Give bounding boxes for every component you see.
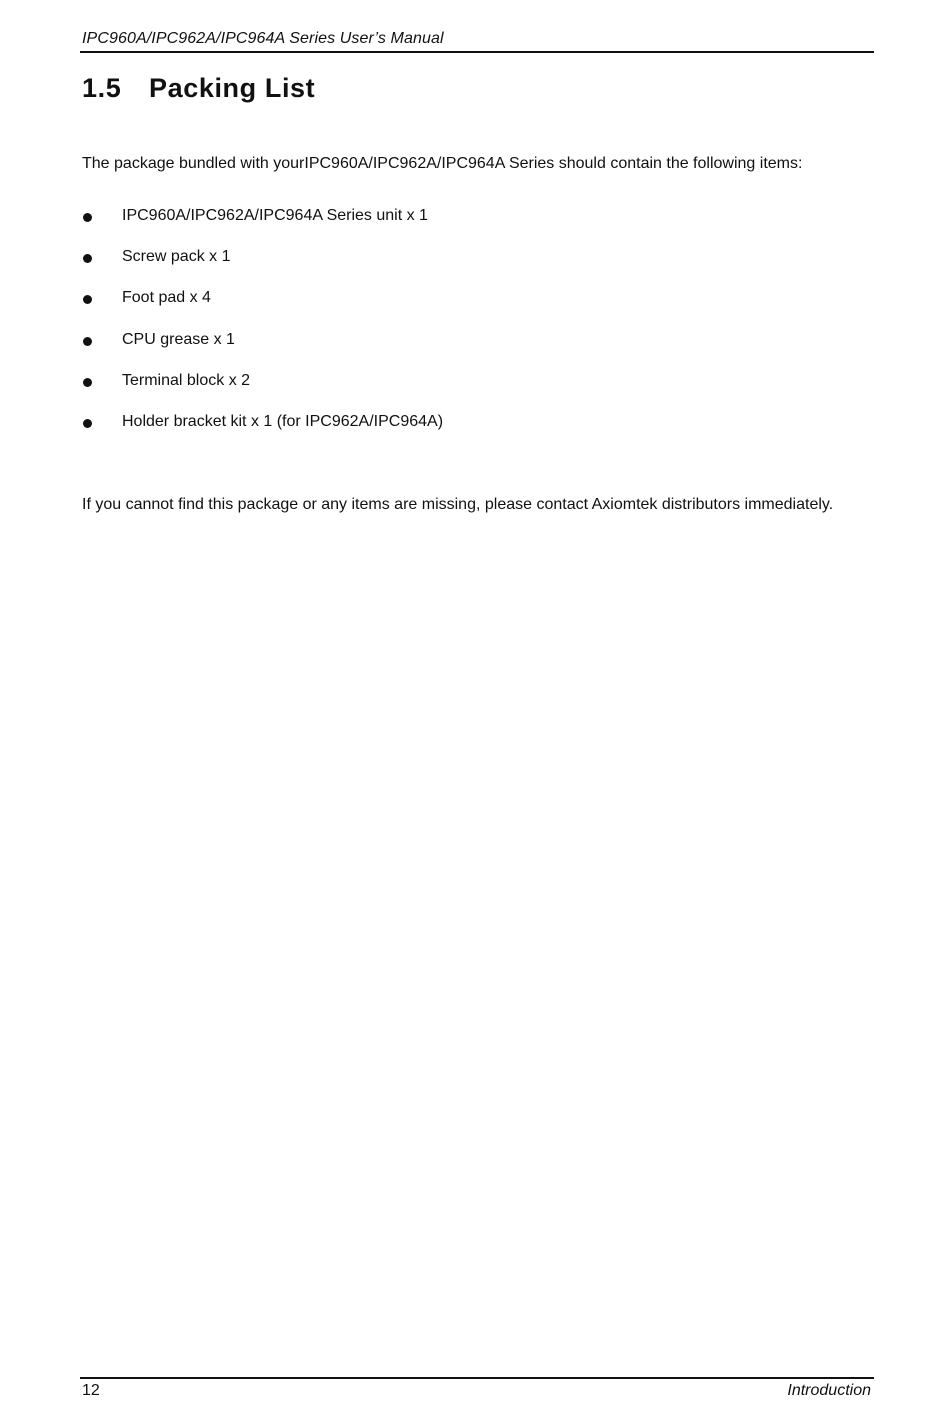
list-item-text: CPU grease x 1 [122,330,235,348]
footer-divider [80,1377,874,1379]
list-item-text: Foot pad x 4 [122,289,211,307]
section-title: Packing List [149,73,316,103]
list-item-text: Terminal block x 2 [122,371,251,389]
bullet-icon [83,419,92,428]
closing-paragraph: If you cannot find this package or any items are missing, please contact Axiomtek distributors immediately. [82,496,834,513]
list-item-text: Screw pack x 1 [122,248,231,266]
bullet-icon [83,213,92,222]
running-header: IPC960A/IPC962A/IPC964A Series User’s Manual [82,30,444,47]
bullet-icon [83,295,92,304]
intro-paragraph: The package bundled with yourIPC960A/IPC962A/IPC964A Series should contain the following items: [82,155,803,172]
page-number: 12 [82,1382,100,1399]
bullet-icon [83,337,92,346]
bullet-icon [83,378,92,387]
header-divider [80,51,874,53]
chapter-name: Introduction [787,1382,871,1399]
bullet-icon [83,254,92,263]
list-item-text: Holder bracket kit x 1 (for IPC962A/IPC964A) [122,412,444,430]
section-heading [82,73,315,104]
list-item-text: IPC960A/IPC962A/IPC964A Series unit x 1 [122,207,428,224]
section-number: 1.5 [82,73,122,103]
